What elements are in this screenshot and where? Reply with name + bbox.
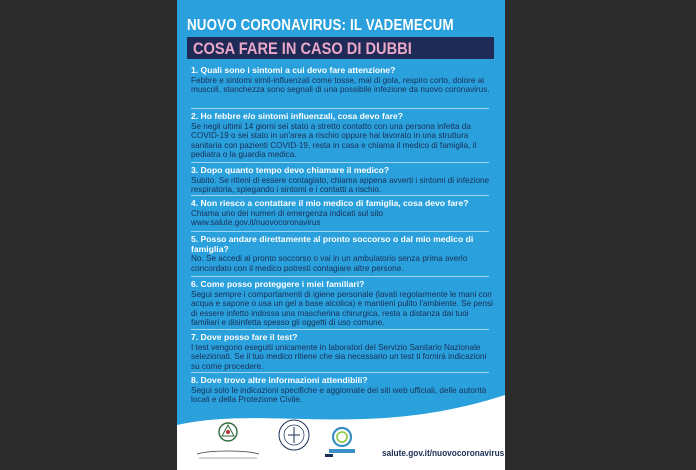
divider — [191, 162, 489, 163]
poster-banner — [187, 37, 494, 59]
poster-title: NUOVO CORONAVIRUS: IL VADEMECUM — [187, 17, 454, 34]
istituto-superiore-di-sanita-logo — [277, 418, 311, 452]
vademecum-poster — [177, 0, 505, 470]
divider — [191, 372, 489, 373]
faq-question: 3. Dopo quanto tempo devo chiamare il medico? — [191, 165, 390, 175]
faq-answer: Se negli ultimi 14 giorni sei stato a stretto contatto con una persona infetta da COVID-19 o sei stato in un'area a rischio oppure hai lavorato in una struttura sanitaria con pazienti COVID-19, resta in casa e chiama il medico di famiglia, il pediatra o la guardia medica. — [191, 121, 477, 160]
faq-answer: Subito. Se ritieni di essere contagiato, chiama appena avverti i sintomi di infezione respiratoria, spiegando i sintomi e i contatti a rischio. — [191, 175, 490, 195]
faq-item-3 — [191, 166, 497, 195]
divider — [191, 231, 489, 232]
banner-text: COSA FARE IN CASO DI DUBBI — [193, 39, 412, 58]
faq-question: 2. Ho febbre e/o sintomi influenzali, cosa devo fare? — [191, 111, 404, 121]
faq-question: 4. Non riesco a contattare il mio medico di famiglia, cosa devo fare? — [191, 198, 469, 208]
faq-question: 1. Quali sono i sintomi a cui devo fare attenzione? — [191, 65, 396, 75]
faq-answer: I test vengono eseguiti unicamente in laboratori del Servizio Sanitario Nazionale selezionati. Se il tuo medico ritiene che sia necessario un test ti fornirà indicazioni su come procedere. — [191, 342, 487, 371]
faq-item-4 — [191, 199, 497, 228]
website-link[interactable]: salute.gov.it/nuovocoronavirus — [382, 448, 505, 458]
divider — [191, 329, 489, 330]
faq-item-6 — [191, 280, 497, 328]
faq-answer: Febbre e sintomi simil-influenzali come tosse, mal di gola, respiro corto, dolore ai muscoli, stanchezza sono segnali di una possibile infezione da nuovo coronavirus. — [191, 75, 490, 95]
divider — [191, 276, 489, 277]
ministero-della-salute-logo — [191, 420, 265, 462]
faq-answer: Segui solo le indicazioni specifiche e aggiornate dei siti web ufficiali, delle autorità locali e della Protezione Civile. — [191, 385, 487, 405]
poster-date: 9 marzo 2020 — [455, 411, 486, 417]
divider — [191, 108, 489, 109]
faq-answer: No. Se accedi al pronto soccorso o vai in un ambulatorio senza prima averlo concordato con il medico potresti contagiare altre persone. — [191, 254, 468, 273]
faq-item-5 — [191, 235, 497, 273]
faq-item-1 — [191, 66, 497, 95]
faq-item-2 — [191, 112, 497, 160]
faq-question: 8. Dove trovo altre informazioni attendibili? — [191, 375, 368, 385]
faq-answer: Segui sempre i comportamenti di igiene personale (lavati regolarmente le mani con acqua e sapone o usa un gel a base alcolica) e mantieni pulito l'ambiente. Se pensi di essere infetto indossa una mascherina chirurgica, resta a distanza dai tuoi familiari e disinfetta spesso gli oggetti di uso comune. — [191, 289, 493, 328]
faq-question: 7. Dove posso fare il test? — [191, 332, 298, 342]
faq-item-7 — [191, 333, 497, 371]
faq-answer: Chiama uno dei numeri di emergenza indicati sul sito www.salute.gov.it/nuovocoronavirus — [191, 208, 384, 228]
faq-item-8 — [191, 376, 497, 405]
faq-question: 5. Posso andare direttamente al pronto soccorso o dal mio medico di famiglia? — [191, 234, 474, 254]
faq-question: 6. Come posso proteggere i miei familiari? — [191, 279, 365, 289]
ecdc-logo — [323, 424, 361, 458]
divider — [191, 195, 489, 196]
